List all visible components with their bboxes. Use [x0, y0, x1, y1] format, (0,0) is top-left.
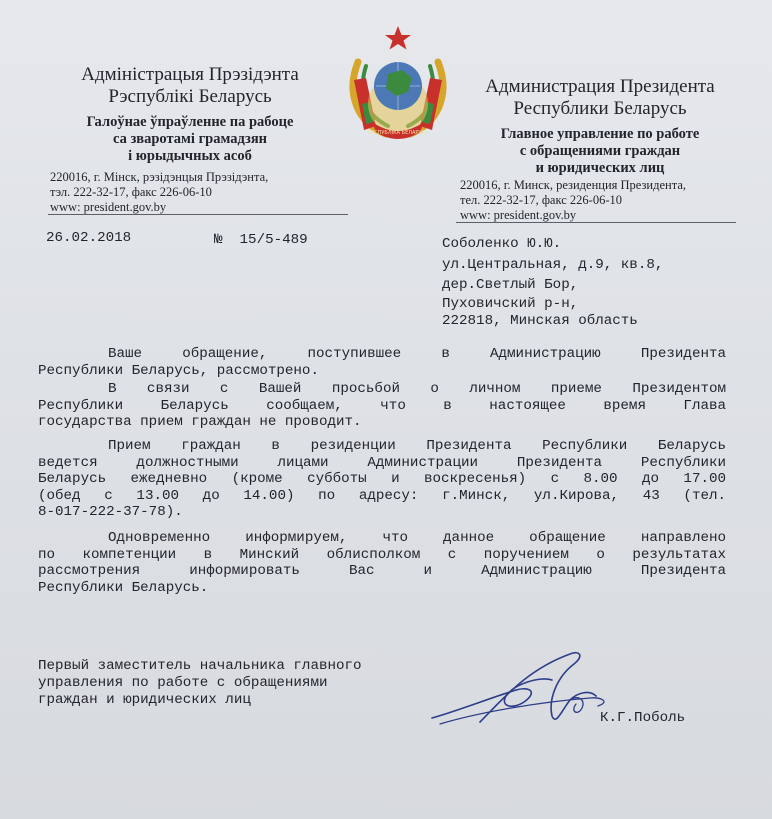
body-line: Республики Беларусь сообщаем, что в настоящее время Глава [38, 397, 726, 414]
body-line: Ваше обращение, поступившее в Администрацию Президента [108, 346, 726, 362]
body-paragraph-4 [38, 530, 726, 596]
signatory-title-line3: граждан и юридических лиц [38, 692, 251, 708]
address-right [460, 178, 750, 223]
body-line: ведется должностными лицами Администрации Президента Республики [38, 454, 726, 471]
address-be-line3: www: president.gov.by [50, 200, 167, 214]
address-ru-line2: тел. 222-32-17, факс 226-06-10 [460, 193, 622, 207]
address-left [50, 170, 340, 215]
dept-name-ru-line2: с обращениями граждан [519, 143, 681, 159]
signatory-title-line1: Первый заместитель начальника главного [38, 658, 362, 674]
letter-number: № 15/5-489 [214, 232, 308, 248]
body-line: по компетенции в Минский облисполком с поручением о результатах [38, 546, 726, 563]
address-ru-line1: 220016, г. Минск, резиденция Президента, [460, 178, 687, 192]
org-name-be-line2: Рэспублікі Беларусь [108, 86, 272, 107]
signatory-name: К.Г.Поболь [600, 710, 686, 726]
body-paragraph-1 [38, 346, 726, 379]
recipient-line5: 222818, Минская область [442, 313, 638, 329]
body-line: Одновременно информируем, что данное обращение направлено [108, 530, 726, 546]
body-line: Беларусь ежедневно (кроме субботы и воскресенья) с 8.00 до 17.00 [38, 471, 726, 487]
body-line: 8-017-222-37-78). [38, 504, 183, 520]
address-be-line2: тэл. 222-32-17, факс 226-06-10 [50, 185, 212, 199]
dept-name-ru-line1: Главное управление по работе [500, 126, 700, 142]
handwritten-signature [420, 640, 630, 740]
body-line: (обед с 13.00 до 14.00) по адресу: г.Минск, ул.Кирова, 43 (тел. [38, 487, 726, 504]
header-divider-left [48, 214, 348, 215]
header-right [445, 76, 755, 177]
recipient-line1: Соболенко Ю.Ю. [442, 236, 562, 252]
body-line: Республики Беларусь. [38, 579, 209, 596]
dept-name-be-line3: і юрыдычных асоб [128, 148, 252, 164]
body-paragraph-2 [38, 381, 726, 431]
emblem-ribbon-text: РЭСПУБЛІКА БЕЛАРУСЬ [367, 130, 429, 136]
org-name-ru-line2: Республики Беларусь [513, 98, 687, 119]
signatory-title [38, 658, 362, 709]
coat-of-arms-belarus-icon [336, 22, 460, 146]
body-paragraph-3 [38, 438, 726, 521]
header-divider-right [456, 222, 736, 223]
org-name-ru-line1: Администрация Президента [485, 76, 715, 97]
dept-name-ru-line3: и юридических лиц [535, 160, 665, 176]
address-ru-line3: www: president.gov.by [460, 208, 577, 222]
signatory-title-line2: управления по работе с обращениями [38, 675, 328, 691]
body-line: В связи с Вашей просьбой о личном приеме Президентом [108, 381, 726, 397]
body-line: Республики Беларусь, рассмотрено. [38, 362, 319, 379]
letter-date: 26.02.2018 [46, 230, 132, 246]
dept-name-be-line1: Галоўнае ўпраўленне па рабоце [86, 114, 294, 130]
recipient-line3: дер.Светлый Бор, [442, 277, 579, 293]
recipient-line2: ул.Центральная, д.9, кв.8, [442, 257, 664, 273]
dept-name-be-line2: са зваротамі грамадзян [112, 131, 268, 147]
org-name-be-line1: Адміністрацыя Прэзідэнта [81, 64, 299, 85]
recipient-line4: Пуховичский р-н, [442, 296, 579, 312]
header-left [40, 64, 340, 165]
body-line: рассмотрения информировать Вас и Администрацию Президента [38, 563, 726, 579]
body-line: государства прием граждан не проводит. [38, 414, 362, 430]
body-line: Прием граждан в резиденции Президента Республики Беларусь [108, 438, 726, 454]
address-be-line1: 220016, г. Мінск, рэзідэнцыя Прэзідэнта, [50, 170, 269, 184]
